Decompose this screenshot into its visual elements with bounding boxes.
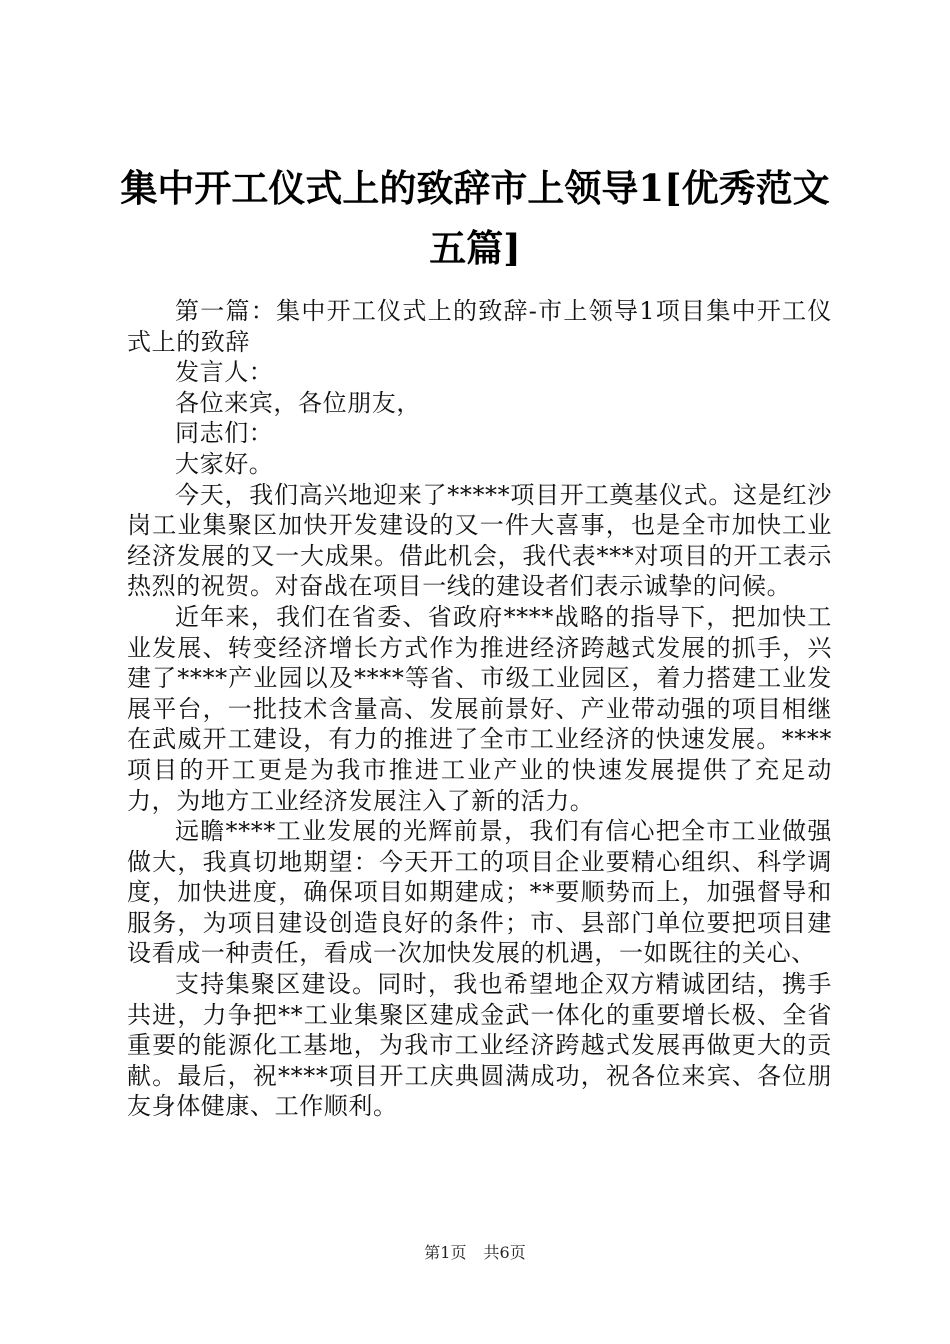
document-title: 集中开工仪式上的致辞市上领导1[优秀范文五篇] xyxy=(120,166,830,270)
page-number: 第1页 xyxy=(424,1243,467,1262)
paragraph-heading: 第一篇：集中开工仪式上的致辞-市上领导1项目集中开工仪式上的致辞 xyxy=(127,297,832,356)
total-pages: 共6页 xyxy=(483,1243,526,1262)
document-body xyxy=(127,296,832,1122)
paragraph-speaker: 发言人： xyxy=(175,358,274,387)
paragraph-recent-years: 近年来，我们在省委、省政府****战略的指导下，把加快工业发展、转变经济增长方式作为推进经济跨越式发展的抓手，兴建了****产业园以及****等省、市级工业园区，着力搭建工业发展平台，一批技术含量高、发展前景好、产业带动强的项目相继在武威开工建设，有力的推进了全市工业经济的快速发展。****项目的开工更是为我市推进工业产业的快速发展提供了充足动力，为地方工业经济发展注入了新的活力。 xyxy=(127,602,832,815)
paragraph-hello: 大家好。 xyxy=(175,449,274,478)
paragraph-closing: 支持集聚区建设。同时，我也希望地企双方精诚团结，携手共进，力争把**工业集聚区建成金武一体化的重要增长极、全省重要的能源化工基地，为我市工业经济跨越式发展再做更大的贡献。最后，祝****项目开工庆典圆满成功，祝各位来宾、各位朋友身体健康、工作顺利。 xyxy=(127,970,832,1121)
paragraph-greeting-comrades: 同志们： xyxy=(175,419,274,448)
paragraph-outlook: 远瞻****工业发展的光辉前景，我们有信心把全市工业做强做大，我真切地期望：今天开工的项目企业要精心组织、科学调度，加快进度，确保项目如期建成；**要顺势而上，加强督导和服务，为项目建设创造良好的条件；市、县部门单位要把项目建设看成一种责任，看成一次加快发展的机遇，一如既往的关心、 xyxy=(127,817,832,968)
page-footer xyxy=(0,1243,950,1263)
paragraph-today: 今天，我们高兴地迎来了*****项目开工奠基仪式。这是红沙岗工业集聚区加快开发建设的又一件大喜事，也是全市加快工业经济发展的又一大成果。借此机会，我代表***对项目的开工表示热烈的祝贺。对奋战在项目一线的建设者们表示诚挚的问候。 xyxy=(127,480,832,601)
paragraph-greeting-guests: 各位来宾，各位朋友， xyxy=(175,388,421,417)
